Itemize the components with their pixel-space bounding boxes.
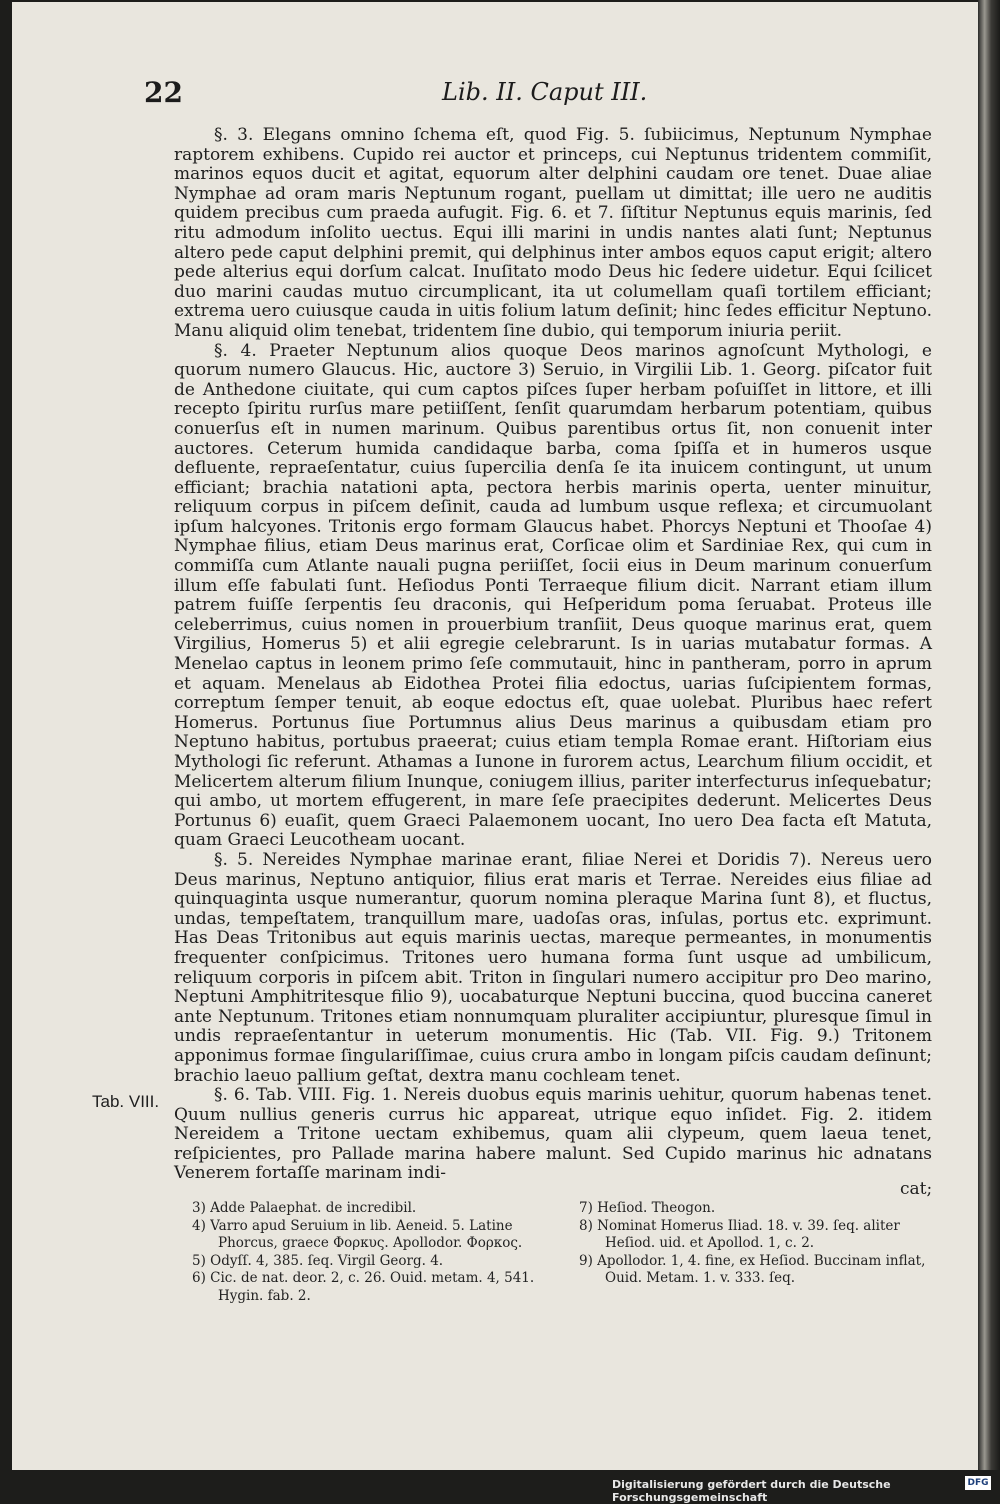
page-header (144, 76, 944, 116)
paragraph-section-3: §. 3. Elegans omnino ſchema eſt, quod Fig. 5. ſubiicimus, Neptunum Nymphae raptorem exhibens. Cupido rei auctor et princeps, cui Neptunus tridentem commiſit, marinos equos ducit et agitat, equorum alter delphini caudam ore tenet. Duae aliae Nymphae ad oram maris Neptunum rogant, puellam ut dimittat; ille uero ne auditis quidem precibus cum praeda aufugit. Fig. 6. et 7. ſiſtitur Neptunus equis marinis, ſed ritu admodum inſolito uectus. Equi illi marini in undis nantes alati ſunt; Neptunus altero pede caput delphini premit, qui delphinus inter ambos equos caput erigit; altero pede alterius equi dorſum calcat. Inuſitato modo Deus hic ſedere uidetur. Equi ſcilicet duo marini caudas mutuo circumplicant, ita ut columellam quaſi tortilem efficiant; extrema uero cuiusque cauda in uitis folium latum deſinit; hinc ſedes efficitur Neptuno. Manu aliquid olim tenebat, tridentem ſine dubio, qui temporum iniuria periit. (174, 125, 932, 341)
paragraph-section-5: §. 5. Nereides Nymphae marinae erant, filiae Nerei et Doridis 7). Nereus uero Deus marinus, Neptuno antiquior, filius erat maris et Terrae. Nereides eius filiae ad quinquaginta usque numerantur, quorum nomina pleraque Marina ſunt 8), et fluctus, undas, tempeſtatem, tranquillum mare, uadoſas oras, inſulas, portus etc. exprimunt. Has Deas Tritonibus aut equis marinis uectas, mareque permeantes, in monumentis frequenter conſpicimus. Tritones uero humana forma ſunt usque ad umbilicum, reliquum corporis in piſcem abit. Triton in ſingulari numero accipitur pro Deo marino, Neptuni Amphitritesque filio 9), uocabaturque Neptuni buccina, quod buccina caneret ante Neptunum. Tritones etiam nonnumquam pluraliter accipiuntur, pluresque ſimul in undis repraeſentantur in ueterum monumentis. Hic (Tab. VII. Fig. 9.) Tritonem apponimus formae ſingulariſſimae, cuius crura ambo in longam piſcis caudam deſinunt; brachio laeuo pallium geſtat, dextra manu cochleam tenet. (174, 849, 932, 1086)
dfg-logo: DFG (965, 1476, 991, 1490)
footnote: 6) Cic. de nat. deor. 2, c. 26. Ouid. metam. 4, 541. Hygin. fab. 2. (192, 1270, 535, 1304)
footnotes-left-column (192, 1200, 542, 1306)
main-text (174, 126, 932, 1184)
catchword: cat; (900, 1179, 933, 1199)
footnote: 5) Odyſſ. 4, 385. ſeq. Virgil Georg. 4. (192, 1252, 444, 1269)
footnote: 4) Varro apud Seruium in lib. Aeneid. 5. Latine Phorcus, graece Φορκυς. Apollodor. Φορκος. (192, 1217, 523, 1252)
running-title: Lib. II. Caput III. (442, 78, 648, 106)
footnote: 8) Nominat Homerus Iliad. 18. v. 39. ſeq. aliter Heſiod. uid. et Apollod. 1, c. 2. (579, 1217, 900, 1252)
page-number: 22 (144, 76, 183, 109)
footnote: 3) Adde Palaephat. de incredibil. (192, 1200, 417, 1216)
footnotes-right-column (579, 1200, 939, 1288)
book-page-edge (978, 0, 1000, 1470)
paragraph-section-4: §. 4. Praeter Neptunum alios quoque Deos marinos agnoſcunt Mythologi, e quorum numero Glaucus. Hic, auctore 3) Seruio, in Virgilii Lib. 1. Georg. piſcator fuit de Anthedone ciuitate, qui cum captos piſces ſuper herbam poſuiſſet in littore, et illi recepto ſpiritu rurſus mare petiiſſent, ſenſit quarumdam herbarum potentiam, quibus conuerſus eſt in numen marinum. Quibus parentibus ortus ſit, non conuenit inter auctores. Ceterum humida candidaque barba, coma ſpiſſa et in humeros usque defluente, repraeſentatur, cuius ſupercilia denſa ſe ita inuicem contingunt, ut unum efficiant; brachia natationi apta, pectora herbis marinis operta, uenter minuitur, reliquum corpus in piſcem deſinit, cauda ad lumbum usque reflexa; et circumuolant ipſum halcyones. Tritonis ergo formam Glaucus habet. Phorcys Neptuni et Thooſae 4) Nymphae filius, etiam Deus marinus erat, Corſicae olim et Sardiniae Rex, qui cum in commiſſa cum Atlante nauali pugna periiſſet, ſocii eius in Deum marinum conuerſum illum eſſe fabulati ſunt. Heſiodus Ponti Terraeque filium dicit. Narrant etiam illum patrem fuiſſe ſerpentis ſeu draconis, qui Heſperidum poma ſeruabat. Proteus ille celeberrimus, cuius nomen in prouerbium tranſiit, Deus quoque marinus erat, quem Virgilius, Homerus 5) et alii egregie celebrarunt. Is in uarias mutabatur formas. A Menelao captus in leonem primo ſeſe commutauit, hinc in pantheram, porro in aprum et aquam. Menelaus ab Eidothea Protei filia edoctus, uarias ſuſcipientem formas, correptum ſemper tenuit, ab eoque edoctus eſt, quae uolebat. Pluribus haec refert Homerus. Portunus ſiue Portumnus alius Deus marinus a quibusdam etiam pro Neptuno habitus, portubus praeerat; cuius etiam templa Romae erant. Hiſtoriam eius Mythologi ſic referunt. Athamas a Iunone in furorem actus, Learchum filium occidit, et Melicertem alterum filium Inunque, coniugem illius, pariter interfecturus inſequebatur; qui ambo, ut mortem effugerent, in mare ſeſe praecipites dederunt. Melicertes Deus Portunus 6) euaſit, quem Graeci Palaemonem uocant, Ino uero Dea facta eſt Matuta, quam Graeci Leucotheam uocant. (174, 340, 932, 851)
footnote: 9) Apollodor. 1, 4. fine, ex Heſiod. Buccinam inflat, Ouid. Metam. 1. v. 333. ſeq. (579, 1252, 926, 1287)
digitization-credit: Digitalisierung gefördert durch die Deutsche Forschungsgemeinschaft (612, 1478, 891, 1504)
book-page (12, 2, 984, 1470)
footnote: 7) Heſiod. Theogon. (579, 1200, 716, 1216)
margin-note: Tab. VIII. (92, 1092, 160, 1111)
paragraph-section-6: §. 6. Tab. VIII. Fig. 1. Nereis duobus equis marinis uehitur, quorum habenas tenet. Quum nullius generis currus hic appareat, utrique equo inſidet. Fig. 2. itidem Nereidem a Tritone uectam exhibemus, quam alii clypeum, quem laeua tenet, reſpicientes, pro Pallade marina habere malunt. Sed Cupido marinus hic adnatans Venerem fortaſſe marinam indi- (174, 1085, 932, 1184)
